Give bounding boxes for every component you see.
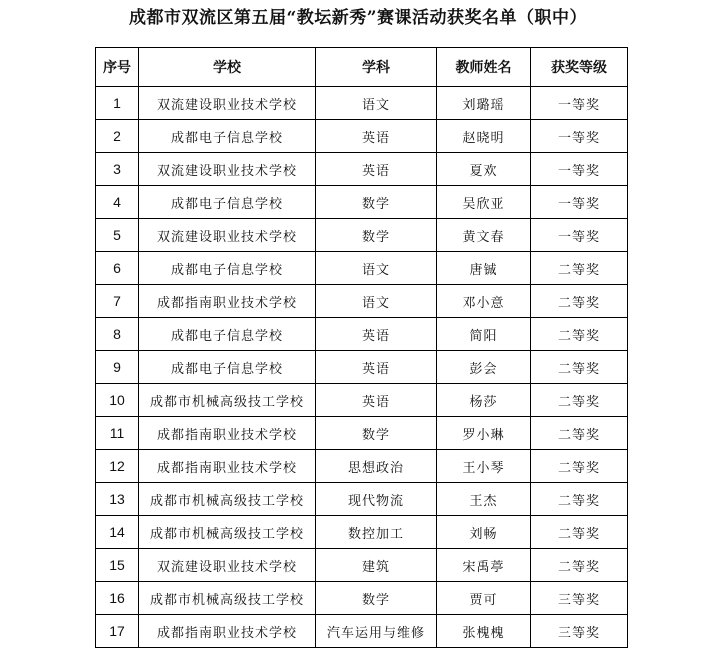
cell-school: 成都市机械高级技工学校: [139, 384, 316, 417]
cell-no: 17: [96, 615, 139, 648]
cell-award: 二等奖: [531, 483, 628, 516]
table-row: [96, 384, 628, 417]
cell-school: 双流建设职业技术学校: [139, 153, 316, 186]
table-body: [96, 87, 628, 648]
cell-award: 一等奖: [531, 219, 628, 252]
cell-school: 成都指南职业技术学校: [139, 417, 316, 450]
table-header: [96, 48, 628, 87]
cell-no: 9: [96, 351, 139, 384]
cell-subject: 英语: [316, 351, 437, 384]
cell-award: 二等奖: [531, 318, 628, 351]
table-row: [96, 153, 628, 186]
cell-award: 二等奖: [531, 450, 628, 483]
cell-school: 双流建设职业技术学校: [139, 87, 316, 120]
cell-teacher: 罗小琳: [437, 417, 531, 450]
cell-no: 6: [96, 252, 139, 285]
table-row: [96, 318, 628, 351]
award-table: [95, 47, 628, 648]
cell-no: 14: [96, 516, 139, 549]
cell-no: 1: [96, 87, 139, 120]
cell-subject: 英语: [316, 318, 437, 351]
table-row: [96, 252, 628, 285]
cell-teacher: 王小琴: [437, 450, 531, 483]
cell-teacher: 邓小意: [437, 285, 531, 318]
cell-award: 一等奖: [531, 120, 628, 153]
cell-subject: 英语: [316, 120, 437, 153]
cell-no: 4: [96, 186, 139, 219]
page-title: 成都市双流区第五届“教坛新秀”赛课活动获奖名单（职中）: [128, 8, 588, 28]
header-teacher: 教师姓名: [437, 48, 531, 87]
cell-subject: 数学: [316, 186, 437, 219]
cell-school: 成都指南职业技术学校: [139, 285, 316, 318]
header-subject: 学科: [316, 48, 437, 87]
cell-no: 8: [96, 318, 139, 351]
table-row: [96, 186, 628, 219]
cell-award: 二等奖: [531, 549, 628, 582]
cell-award: 二等奖: [531, 417, 628, 450]
cell-school: 成都市机械高级技工学校: [139, 483, 316, 516]
cell-teacher: 宋禹葶: [437, 549, 531, 582]
cell-subject: 数学: [316, 219, 437, 252]
cell-school: 成都电子信息学校: [139, 252, 316, 285]
cell-award: 一等奖: [531, 186, 628, 219]
cell-teacher: 王杰: [437, 483, 531, 516]
cell-subject: 数学: [316, 417, 437, 450]
cell-school: 成都指南职业技术学校: [139, 450, 316, 483]
cell-school: 成都电子信息学校: [139, 351, 316, 384]
cell-teacher: 简阳: [437, 318, 531, 351]
cell-award: 一等奖: [531, 87, 628, 120]
table-row: [96, 417, 628, 450]
cell-subject: 英语: [316, 384, 437, 417]
cell-teacher: 贾可: [437, 582, 531, 615]
cell-subject: 语文: [316, 285, 437, 318]
table-row: [96, 450, 628, 483]
table-row: [96, 87, 628, 120]
cell-subject: 语文: [316, 87, 437, 120]
cell-school: 双流建设职业技术学校: [139, 219, 316, 252]
cell-no: 2: [96, 120, 139, 153]
table-row: [96, 516, 628, 549]
cell-award: 二等奖: [531, 351, 628, 384]
table-row: [96, 615, 628, 648]
cell-teacher: 刘璐瑶: [437, 87, 531, 120]
cell-subject: 数控加工: [316, 516, 437, 549]
cell-award: 三等奖: [531, 615, 628, 648]
cell-teacher: 黄文春: [437, 219, 531, 252]
cell-subject: 数学: [316, 582, 437, 615]
cell-subject: 建筑: [316, 549, 437, 582]
cell-subject: 英语: [316, 153, 437, 186]
cell-no: 13: [96, 483, 139, 516]
table-row: [96, 351, 628, 384]
cell-no: 10: [96, 384, 139, 417]
cell-teacher: 赵晓明: [437, 120, 531, 153]
table-row: [96, 120, 628, 153]
table-row: [96, 582, 628, 615]
cell-subject: 现代物流: [316, 483, 437, 516]
header-row: [96, 48, 628, 87]
cell-award: 三等奖: [531, 582, 628, 615]
cell-school: 成都市机械高级技工学校: [139, 582, 316, 615]
header-no: 序号: [96, 48, 139, 87]
cell-no: 12: [96, 450, 139, 483]
cell-school: 成都市机械高级技工学校: [139, 516, 316, 549]
header-school: 学校: [139, 48, 316, 87]
cell-no: 11: [96, 417, 139, 450]
cell-award: 一等奖: [531, 153, 628, 186]
cell-school: 成都电子信息学校: [139, 186, 316, 219]
cell-school: 双流建设职业技术学校: [139, 549, 316, 582]
cell-no: 15: [96, 549, 139, 582]
cell-award: 二等奖: [531, 285, 628, 318]
cell-subject: 思想政治: [316, 450, 437, 483]
cell-teacher: 张槐槐: [437, 615, 531, 648]
table-row: [96, 219, 628, 252]
cell-school: 成都电子信息学校: [139, 318, 316, 351]
cell-award: 二等奖: [531, 516, 628, 549]
header-award: 获奖等级: [531, 48, 628, 87]
table-row: [96, 549, 628, 582]
table-row: [96, 483, 628, 516]
cell-school: 成都指南职业技术学校: [139, 615, 316, 648]
cell-teacher: 彭会: [437, 351, 531, 384]
cell-award: 二等奖: [531, 252, 628, 285]
cell-no: 7: [96, 285, 139, 318]
cell-teacher: 刘畅: [437, 516, 531, 549]
cell-no: 5: [96, 219, 139, 252]
cell-teacher: 夏欢: [437, 153, 531, 186]
cell-no: 16: [96, 582, 139, 615]
cell-award: 二等奖: [531, 384, 628, 417]
cell-no: 3: [96, 153, 139, 186]
cell-subject: 语文: [316, 252, 437, 285]
cell-teacher: 杨莎: [437, 384, 531, 417]
table-row: [96, 285, 628, 318]
cell-teacher: 唐铖: [437, 252, 531, 285]
cell-school: 成都电子信息学校: [139, 120, 316, 153]
cell-subject: 汽车运用与维修: [316, 615, 437, 648]
cell-teacher: 吴欣亚: [437, 186, 531, 219]
